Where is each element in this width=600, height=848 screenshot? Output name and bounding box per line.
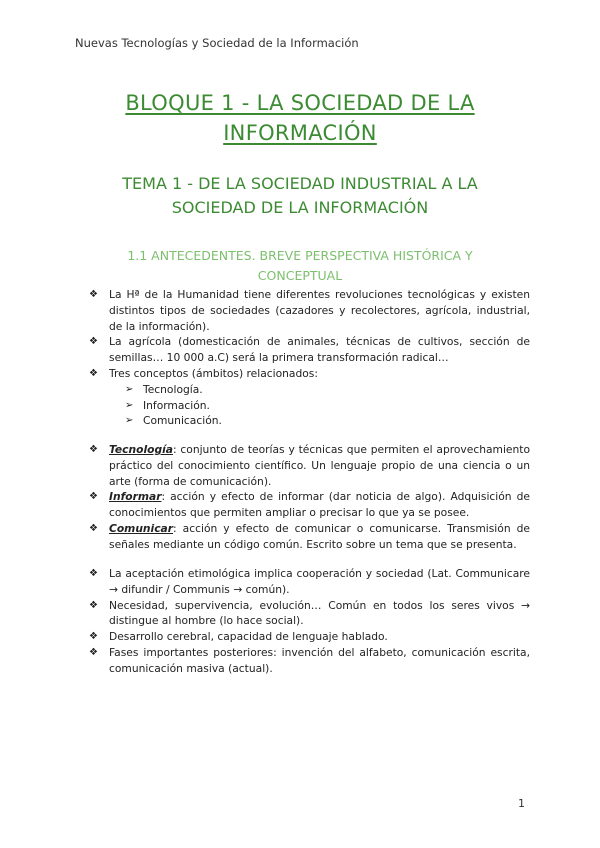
diamond-bullet-icon: ❖ (89, 444, 98, 455)
sub-item-text: Información. (143, 398, 210, 412)
list-item-text: Tres conceptos (ámbitos) relacionados: (109, 366, 318, 380)
list-item (85, 287, 530, 334)
sub-list-item (85, 398, 530, 414)
list-item (85, 366, 530, 382)
page-number: 1 (518, 797, 525, 810)
definitions-list (85, 442, 530, 553)
list-item (85, 489, 530, 521)
diamond-bullet-icon: ❖ (89, 646, 98, 658)
list-item (85, 566, 530, 598)
list-item-text: Necesidad, supervivencia, evolución… Común en todos los seres vivos → distingue al hombre (lo hace social). (109, 598, 530, 628)
list-item-text: La aceptación etimológica implica cooperación y sociedad (Lat. Communicare → difundir / Communis → común). (109, 567, 530, 596)
diamond-bullet-icon: ❖ (89, 289, 98, 300)
intro-list (85, 287, 530, 429)
definition-text: : conjunto de teorías y técnicas que permiten el aprovechamiento práctico del conocimiento científico. Un lenguaje propio de una ciencia o un arte (forma de comunicación). (109, 443, 530, 488)
list-item-text: La Hª de la Humanidad tiene diferentes revoluciones tecnológicas y existen distintos tipos de sociedades (cazadores y recolectores, agrícola, industrial, de la información). (109, 288, 530, 333)
diamond-bullet-icon: ❖ (89, 336, 98, 348)
list-item-text: Fases importantes posteriores: invención del alfabeto, comunicación escrita, comunicación masiva (actual). (109, 645, 530, 675)
keyword-comunicar: Comunicar (109, 521, 174, 535)
sub-list-item (85, 382, 530, 398)
sub-list-item (85, 413, 530, 429)
list-item (85, 442, 530, 489)
arrowhead-icon: ➢ (125, 399, 134, 411)
list-item (85, 334, 530, 366)
list-item (85, 645, 530, 677)
definition-text: : acción y efecto de comunicar o comunicarse. Transmisión de señales mediante un código común. Escrito sobre un tema que se presenta. (109, 521, 530, 551)
sub-item-text: Tecnología. (143, 382, 203, 396)
list-item-text: Desarrollo cerebral, capacidad de lenguaje hablado. (109, 630, 388, 644)
sub-item-text: Comunicación. (143, 414, 222, 428)
bloque-title (60, 88, 540, 148)
page-header: Nuevas Tecnologías y Sociedad de la Información (75, 36, 359, 50)
diamond-bullet-icon: ❖ (89, 599, 98, 611)
arrowhead-icon: ➢ (125, 415, 134, 427)
tema-title-line2: SOCIEDAD DE LA INFORMACIÓN (171, 198, 429, 217)
section-title-line1: 1.1 ANTECEDENTES. BREVE PERSPECTIVA HISTÓRICA Y (127, 248, 473, 263)
list-item (85, 598, 530, 630)
section-title-line2: CONCEPTUAL (257, 268, 343, 283)
keyword-informar: Informar (109, 490, 162, 504)
tema-title (80, 172, 520, 220)
bloque-title-line2: INFORMACIÓN (223, 121, 377, 145)
list-item (85, 629, 530, 645)
diamond-bullet-icon: ❖ (89, 631, 98, 643)
bloque-title-line1: BLOQUE 1 - LA SOCIEDAD DE LA (125, 91, 475, 115)
keyword-tecnologia: Tecnología (109, 443, 173, 456)
list-item (85, 521, 530, 553)
diamond-bullet-icon: ❖ (89, 522, 98, 534)
etymology-list (85, 566, 530, 677)
tema-title-line1: TEMA 1 - DE LA SOCIEDAD INDUSTRIAL A LA (122, 174, 478, 193)
list-item-text: La agrícola (domesticación de animales, técnicas de cultivos, sección de semillas… 10 000 a.C) será la primera transformación radical… (109, 335, 530, 365)
diamond-bullet-icon: ❖ (89, 568, 98, 579)
definition-text: : acción y efecto de informar (dar noticia de algo). Adquisición de conocimientos que permiten ampliar o precisar lo que ya se posee. (109, 490, 530, 520)
diamond-bullet-icon: ❖ (89, 491, 98, 503)
arrowhead-icon: ➢ (125, 383, 134, 395)
section-title (90, 246, 510, 286)
diamond-bullet-icon: ❖ (89, 367, 98, 379)
